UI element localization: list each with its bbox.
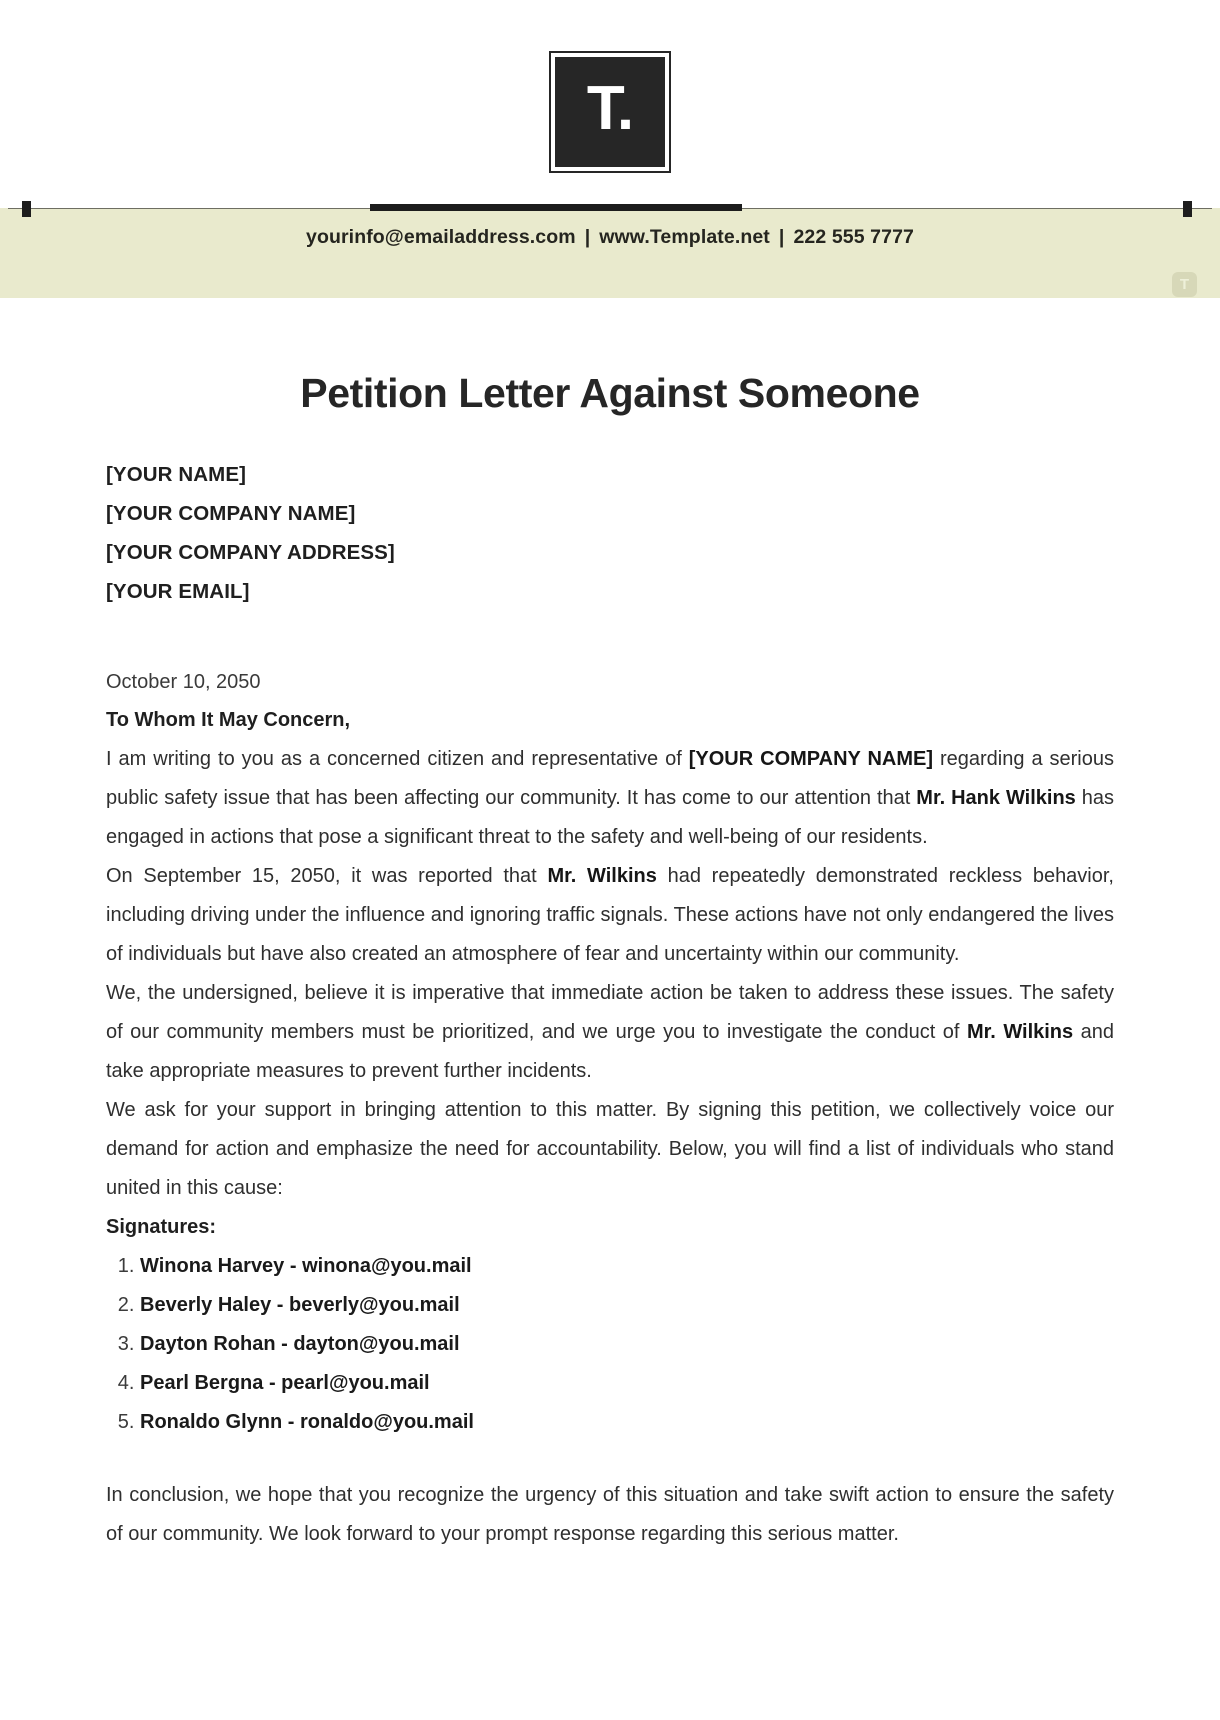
sender-email: [YOUR EMAIL] — [106, 580, 250, 603]
emphasis-text: Mr. Wilkins — [547, 865, 657, 887]
sender-address: [YOUR COMPANY ADDRESS] — [106, 541, 395, 564]
letter-date: October 10, 2050 — [106, 671, 261, 693]
body-text: I am writing to you as a concerned citizen and representative of — [106, 748, 689, 770]
body-paragraph — [106, 1091, 1114, 1208]
signature-entry: Dayton Rohan - dayton@you.mail — [140, 1333, 460, 1355]
letter-salutation: To Whom It May Concern, — [106, 709, 351, 731]
header-rule-accent — [370, 204, 742, 211]
contact-line — [0, 226, 1220, 249]
template-logo — [551, 53, 669, 171]
emphasis-text: Mr. Wilkins — [966, 1021, 1074, 1043]
header-band — [0, 208, 1220, 298]
signature-list-item — [140, 1403, 1114, 1442]
emphasis-text: [YOUR COMPANY NAME] — [688, 748, 934, 770]
contact-separator-1: | — [584, 226, 591, 248]
signature-entry: Beverly Haley - beverly@you.mail — [140, 1294, 460, 1316]
body-text: has engaged in actions that pose a significant threat to the safety and well-being of our residents. — [106, 787, 1114, 848]
signature-list-item — [140, 1286, 1114, 1325]
header-tick-right — [1183, 201, 1192, 217]
template-watermark-icon: T — [1172, 272, 1197, 297]
contact-phone: 222 555 7777 — [793, 226, 914, 248]
body-text: We ask for your support in bringing attention to this matter. By signing this petition, we collectively voice our demand for action and emphasize the need for accountability. Below, you will find a list of individuals who stand united in this cause: — [106, 1099, 1114, 1199]
page-title: Petition Letter Against Someone — [300, 370, 920, 416]
contact-separator-2: | — [778, 226, 785, 248]
body-paragraph — [106, 857, 1114, 974]
body-text: regarding a serious public safety issue that has been affecting our community. It has come to our attention that — [106, 748, 1114, 809]
closing-paragraph: In conclusion, we hope that you recognize the urgency of this situation and take swift action to ensure the safety of our community. We look forward to your prompt response regarding this serious matter. — [106, 1484, 1114, 1545]
signature-list-item — [140, 1247, 1114, 1286]
signature-list-item — [140, 1325, 1114, 1364]
sender-name: [YOUR NAME] — [106, 463, 247, 486]
sender-block — [106, 455, 1114, 611]
emphasis-text: Mr. Hank Wilkins — [916, 787, 1076, 809]
contact-email: yourinfo@emailaddress.com — [306, 226, 576, 248]
body-text: We, the undersigned, believe it is imperative that immediate action be taken to address these issues. The safety of our community members must be prioritized, and we urge you to investigate the conduct of — [106, 982, 1114, 1043]
body-paragraph — [106, 740, 1114, 857]
body-text: On September 15, 2050, it was reported that — [106, 865, 548, 887]
body-paragraph — [106, 974, 1114, 1091]
sender-company: [YOUR COMPANY NAME] — [106, 502, 356, 525]
contact-website: www.Template.net — [599, 226, 770, 248]
header-tick-left — [22, 201, 31, 217]
signature-entry: Winona Harvey - winona@you.mail — [140, 1255, 472, 1277]
signature-entry: Ronaldo Glynn - ronaldo@you.mail — [140, 1411, 474, 1433]
signature-list-item — [140, 1364, 1114, 1403]
signature-entry: Pearl Bergna - pearl@you.mail — [140, 1372, 430, 1394]
logo-area — [0, 0, 1220, 171]
body-text: and take appropriate measures to prevent further incidents. — [106, 1021, 1114, 1082]
signatures-list — [106, 1247, 1114, 1442]
signatures-heading: Signatures: — [106, 1216, 217, 1238]
document-body — [0, 298, 1220, 1554]
logo-glyph: T. — [586, 74, 634, 143]
body-text: had repeatedly demonstrated reckless behavior, including driving under the influence and ignoring traffic signals. These actions have not only endangered the lives of individuals but have also created an atmosphere of fear and uncertainty within our community. — [106, 865, 1114, 965]
